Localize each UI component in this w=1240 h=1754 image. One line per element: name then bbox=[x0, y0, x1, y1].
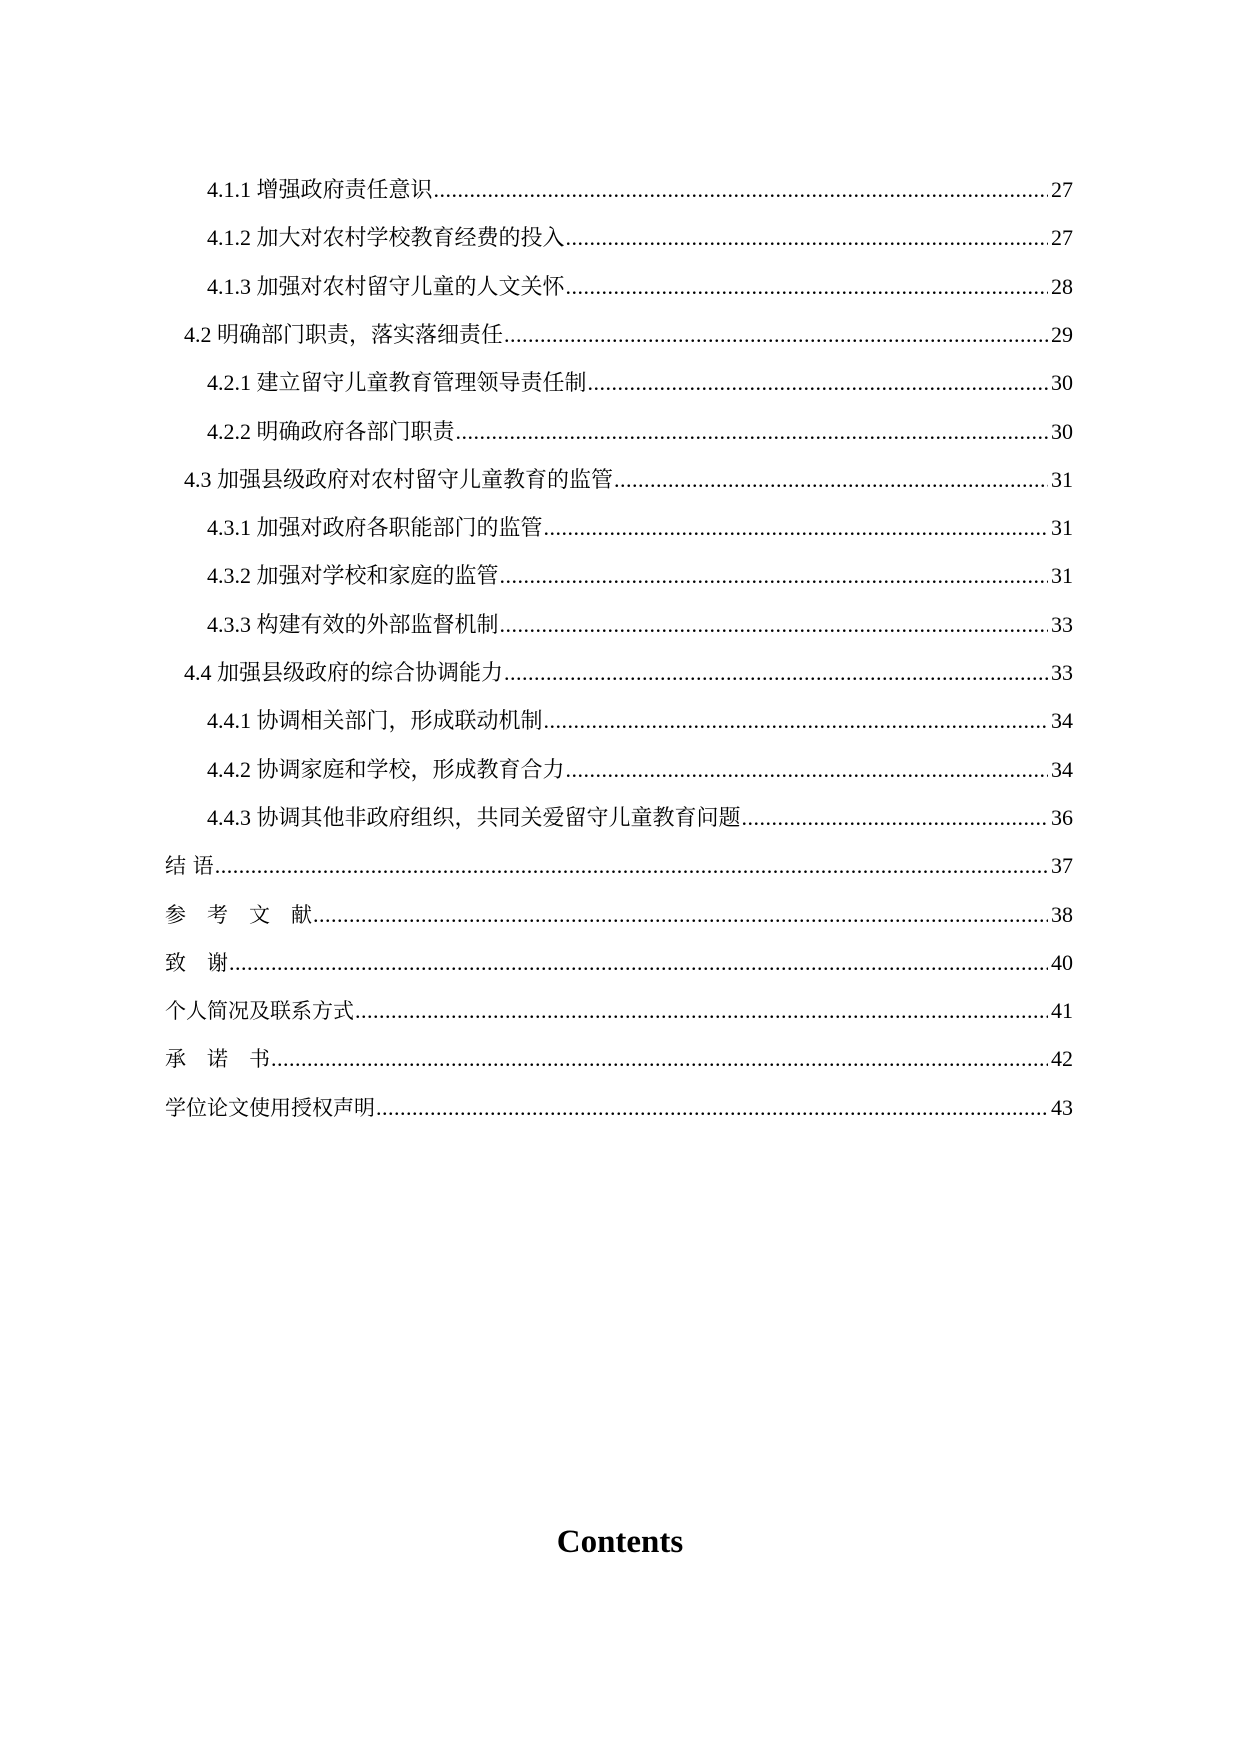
toc-page-number: 31 bbox=[1051, 515, 1073, 541]
dot-leader bbox=[742, 794, 1048, 842]
dot-leader bbox=[544, 504, 1048, 552]
dot-leader bbox=[313, 891, 1048, 939]
toc-entry-label: 学位论文使用授权声明 bbox=[165, 1095, 375, 1120]
toc-entry-label: 4.1.2 加大对农村学校教育经费的投入 bbox=[207, 225, 565, 251]
dot-leader bbox=[504, 649, 1048, 697]
toc-entry[interactable] bbox=[207, 166, 1073, 214]
toc-entry-label: 4.3 加强县级政府对农村留守儿童教育的监管 bbox=[184, 466, 614, 492]
dot-leader bbox=[500, 601, 1048, 649]
toc-entry-label: 4.2.2 明确政府各部门职责 bbox=[207, 418, 455, 444]
toc-entry-label: 4.1.3 加强对农村留守儿童的人文关怀 bbox=[207, 273, 565, 299]
toc-page-number: 37 bbox=[1051, 853, 1073, 879]
toc-page-number: 28 bbox=[1051, 273, 1073, 299]
toc-entry-label: 4.2.1 建立留守儿童教育管理领导责任制 bbox=[207, 370, 587, 396]
toc-entry[interactable] bbox=[207, 746, 1073, 794]
toc-entry[interactable] bbox=[207, 504, 1073, 552]
toc-entry-label: 4.4 加强县级政府的综合协调能力 bbox=[184, 660, 504, 685]
dot-leader bbox=[566, 263, 1048, 311]
toc-entry-label: 4.2 明确部门职责，落实落细责任 bbox=[184, 321, 504, 347]
dot-leader bbox=[614, 456, 1048, 504]
toc-page-number: 31 bbox=[1051, 563, 1073, 589]
toc-entry-label: 4.3.1 加强对政府各职能部门的监管 bbox=[207, 515, 543, 541]
dot-leader bbox=[434, 166, 1048, 214]
toc-entry-label: 4.4.3 协调其他非政府组织，共同关爱留守儿童教育问题 bbox=[207, 804, 741, 830]
dot-leader bbox=[376, 1084, 1048, 1132]
dot-leader bbox=[500, 552, 1048, 600]
dot-leader bbox=[504, 311, 1048, 359]
toc-entry[interactable] bbox=[184, 456, 1073, 504]
toc-entry[interactable] bbox=[165, 1084, 1073, 1132]
toc-page-number: 41 bbox=[1051, 998, 1073, 1024]
dot-leader bbox=[566, 214, 1048, 262]
contents-heading: Contents bbox=[556, 1524, 684, 1560]
toc-entry-label: 结 语 bbox=[165, 854, 214, 879]
toc-page-number: 33 bbox=[1051, 611, 1073, 637]
toc-entry[interactable] bbox=[207, 214, 1073, 262]
toc-page-number: 38 bbox=[1051, 901, 1073, 927]
toc-page-number: 30 bbox=[1051, 370, 1073, 396]
toc-entry[interactable] bbox=[165, 1035, 1073, 1083]
toc-entry-label: 4.3.2 加强对学校和家庭的监管 bbox=[207, 563, 499, 589]
toc-page-number: 36 bbox=[1051, 804, 1073, 830]
toc-page-number: 43 bbox=[1051, 1094, 1073, 1120]
toc-entry[interactable] bbox=[207, 552, 1073, 600]
toc-page-number: 29 bbox=[1051, 321, 1073, 347]
toc-page-number: 40 bbox=[1051, 949, 1073, 975]
toc-entry-label: 4.3.3 构建有效的外部监督机制 bbox=[207, 611, 499, 637]
toc-entry-label: 4.1.1 增强政府责任意识 bbox=[207, 177, 433, 202]
dot-leader bbox=[355, 987, 1048, 1035]
toc-entry[interactable] bbox=[165, 987, 1073, 1035]
dot-leader bbox=[456, 408, 1048, 456]
toc-entry-label: 致 谢 bbox=[165, 950, 228, 975]
toc-page-number: 42 bbox=[1051, 1046, 1073, 1072]
dot-leader bbox=[229, 939, 1048, 987]
dot-leader bbox=[271, 1035, 1048, 1083]
toc-page-number: 31 bbox=[1051, 466, 1073, 492]
toc-entry[interactable] bbox=[165, 891, 1073, 939]
toc-entry[interactable] bbox=[207, 263, 1073, 311]
toc-entry[interactable] bbox=[165, 939, 1073, 987]
toc-entry[interactable] bbox=[207, 601, 1073, 649]
toc-entry-label: 参 考 文 献 bbox=[165, 902, 312, 927]
toc-page-number: 34 bbox=[1051, 756, 1073, 782]
toc-entry[interactable] bbox=[165, 842, 1073, 890]
toc-entry-label: 承 诺 书 bbox=[165, 1047, 270, 1072]
toc-entry[interactable] bbox=[207, 794, 1073, 842]
toc-page-number: 34 bbox=[1051, 708, 1073, 734]
toc-entry-label: 4.4.2 协调家庭和学校，形成教育合力 bbox=[207, 756, 565, 782]
toc-entry[interactable] bbox=[207, 408, 1073, 456]
toc-page-number: 33 bbox=[1051, 660, 1073, 685]
toc-entry-label: 4.4.1 协调相关部门，形成联动机制 bbox=[207, 708, 543, 734]
toc-page-number: 30 bbox=[1051, 418, 1073, 444]
toc-entry[interactable] bbox=[184, 649, 1073, 697]
toc-entry[interactable] bbox=[207, 359, 1073, 407]
toc-entry-label: 个人简况及联系方式 bbox=[165, 999, 354, 1024]
toc-entry[interactable] bbox=[207, 697, 1073, 745]
dot-leader bbox=[588, 359, 1048, 407]
dot-leader bbox=[566, 746, 1048, 794]
toc-entry[interactable] bbox=[184, 311, 1073, 359]
dot-leader bbox=[544, 697, 1048, 745]
toc-page-number: 27 bbox=[1051, 225, 1073, 251]
dot-leader bbox=[215, 842, 1048, 890]
toc-page-number: 27 bbox=[1051, 177, 1073, 202]
